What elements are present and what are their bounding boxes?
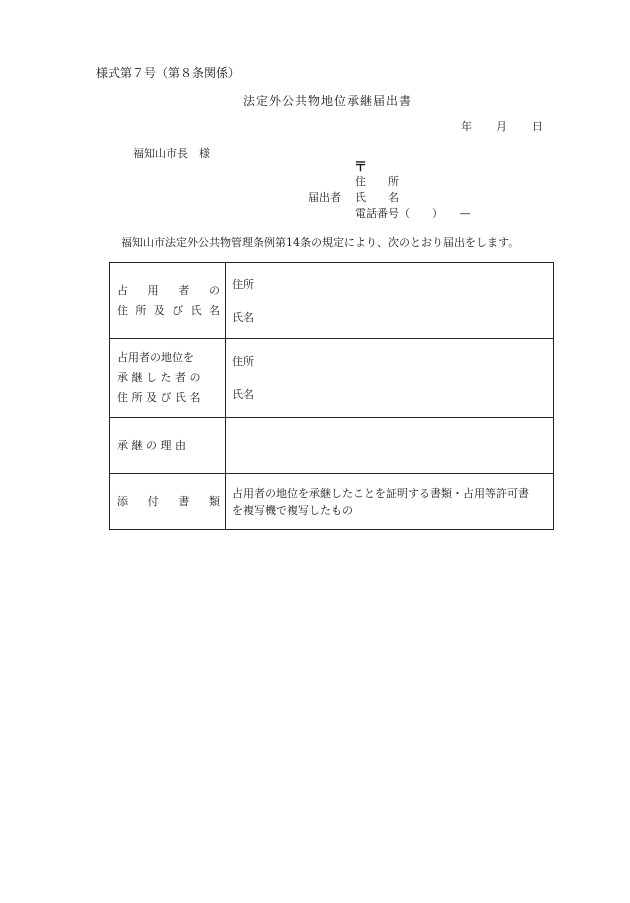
table-row (110, 418, 554, 474)
successor-value-cell (226, 339, 554, 418)
label-line: 住 所 及 び 氏 名 (117, 303, 220, 317)
attachments-line: を複写機で複写したもの (232, 503, 353, 517)
attachments-label-cell (110, 474, 226, 530)
notifier-role-label: 届出者 (308, 191, 341, 204)
address-field: 住所 (232, 277, 254, 291)
reason-value-cell (226, 418, 554, 474)
name-field: 氏名 (232, 388, 254, 401)
form-number: 様式第７号（第８条関係） (96, 66, 241, 80)
table-row (110, 474, 554, 530)
date-year: 年 (461, 120, 472, 133)
name-label: 氏 名 (355, 191, 399, 204)
reason-label: 承 継 の 理 由 (117, 438, 186, 452)
attachments-value-cell (226, 474, 554, 530)
phone-label: 電話番号（ ） — (355, 207, 471, 220)
label-line: 承 継 し た 者 の (117, 371, 201, 384)
occupant-label-cell (110, 263, 226, 339)
occupant-value-cell (226, 263, 554, 339)
table-row (110, 263, 554, 339)
notification-table (109, 262, 554, 530)
date-month: 月 (496, 120, 507, 133)
date-day: 日 (532, 120, 543, 133)
statement: 福知山市法定外公共物管理条例第14条の規定により、次のとおり届出をします。 (121, 236, 520, 249)
label-line: 占 用 者 の (117, 283, 220, 297)
reason-label-cell (110, 418, 226, 474)
address-label: 住 所 (355, 175, 399, 188)
name-field: 氏名 (232, 310, 254, 324)
document-title: 法定外公共物地位承継届出書 (243, 94, 413, 108)
address-field: 住所 (232, 355, 254, 368)
label-line: 占用者の地位を (117, 351, 194, 364)
addressee: 福知山市長 様 (133, 147, 210, 160)
attachments-line: 占用者の地位を承継したことを証明する書類・占用等許可書 (232, 486, 529, 500)
postal-mark: 〒 (354, 160, 368, 175)
label-line: 住 所 及 び 氏 名 (117, 391, 201, 404)
table-row (110, 339, 554, 418)
successor-label-cell (110, 339, 226, 418)
attachments-label: 添 付 書 類 (117, 494, 220, 508)
